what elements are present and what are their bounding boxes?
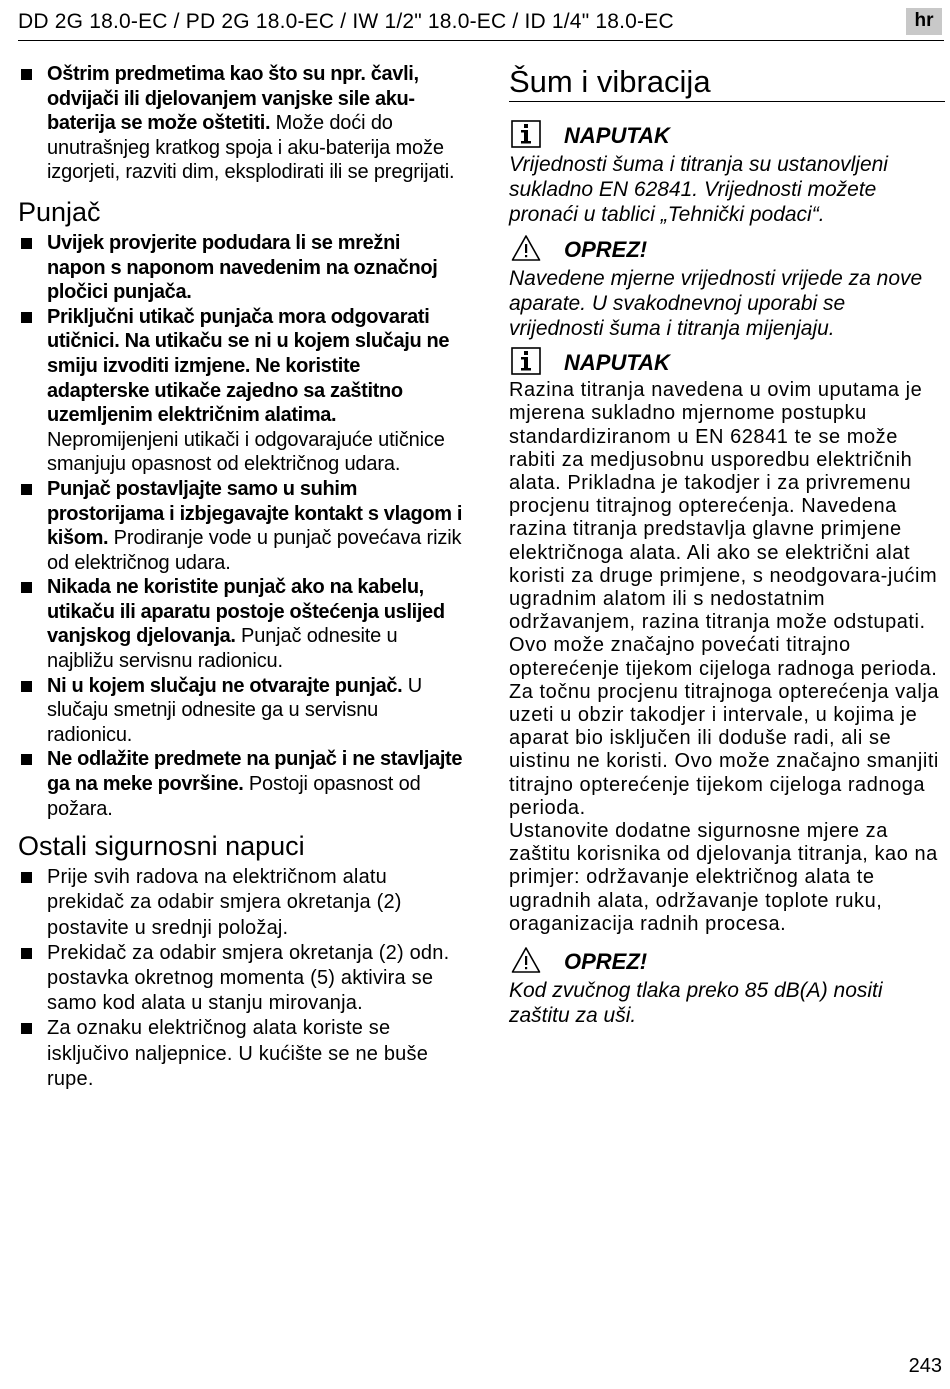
item-text: U slučaju smetnji odnesite ga u servisnu radionicu. xyxy=(47,674,423,746)
warning-triangle-icon xyxy=(511,234,541,262)
item-bold-text: Nikada ne koristite punjač ako na kabelu, utikaču ili aparatu postoje oštećenja uslijed vanjskog djelovanja. xyxy=(47,576,445,648)
note-label: NAPUTAK xyxy=(564,123,670,148)
list-item xyxy=(18,477,463,575)
list-item xyxy=(18,674,463,748)
square-bullet-icon xyxy=(21,582,32,593)
item-bold-text: Punjač postavljajte samo u suhim prostorijama i izbjegavajte kontakt s vlagom i kišom. xyxy=(47,477,463,550)
note-header xyxy=(509,120,945,152)
caution-text: Navedene mjerne vrijednosti vrijede za nove aparate. U svakodnevnoj uporabi se vrijednosti šuma i titranja mijenjaju. xyxy=(509,266,923,341)
square-bullet-icon xyxy=(21,754,32,765)
square-bullet-icon xyxy=(21,681,32,692)
item-text: Punjač odnesite u najbližu servisnu radionicu. xyxy=(47,625,398,673)
right-column xyxy=(509,62,945,1037)
section-heading-other-safety: Ostali sigurnosni napuci xyxy=(18,831,305,862)
caution-text: Kod zvučnog tlaka preko 85 dB(A) nositi zaštitu za uši. xyxy=(509,979,883,1028)
square-bullet-icon xyxy=(21,872,32,883)
caution-header xyxy=(509,946,945,978)
item-text: Postoji opasnost od požara. xyxy=(47,773,421,820)
info-icon xyxy=(511,347,541,375)
note-paragraph: Ustanovite dodatne sigurnosne mjere za zaštitu korisnika od djelovanja titranja, kao na primjer: održavanje električnog alata te ugradnih alata, održavanje toplote ruku, oraganizacija radnih procesa. xyxy=(509,820,938,935)
item-text: Prodiranje vode u punjač povećava rizik od električnog udara. xyxy=(47,527,462,574)
list-item xyxy=(18,1016,463,1092)
list-item xyxy=(18,747,463,821)
square-bullet-icon xyxy=(21,948,32,959)
page-header xyxy=(18,8,944,41)
list-item xyxy=(18,575,463,673)
section-heading-charger: Punjač xyxy=(18,196,101,227)
square-bullet-icon xyxy=(21,238,32,249)
square-bullet-icon xyxy=(21,484,32,495)
document-title: DD 2G 18.0-EC / PD 2G 18.0-EC / IW 1/2" 18.0-EC / ID 1/4" 18.0-EC xyxy=(18,10,674,33)
item-text: Može doći do unutrašnjeg kratkog spoja i aku-baterija može izgorjeti, razviti dim, eksplodirati ili se pregrijati. xyxy=(47,112,455,184)
item-bold-text: Uvijek provjerite podudara li se mrežni napon s naponom navedenim na označnoj pločici punjača. xyxy=(47,231,438,304)
note-paragraph: Za točnu procjenu titrajnoga opterećenja valja uzeti u obzir takodjer i intervale, u kojima je aparat bio isključen ili doduše radi, ali se uistinu ne koristi. Ovo može značajno smanjiti titrajno opterećenje tijekom cijeloga radnoga perioda. xyxy=(509,680,939,819)
language-badge: hr xyxy=(906,8,942,35)
square-bullet-icon xyxy=(21,312,32,323)
caution-label: OPREZ! xyxy=(564,949,648,975)
left-column xyxy=(18,62,463,1092)
item-text: Nepromijenjeni utikači i odgovarajuće utičnice smanjuju opasnost od električnog udara. xyxy=(47,428,445,476)
note-label: NAPUTAK xyxy=(564,350,670,376)
item-text: Za oznaku električnog alata koriste se isključivo naljepnice. U kućište se ne buše rupe. xyxy=(47,1017,429,1090)
item-bold-text: Ni u kojem slučaju ne otvarajte punjač. xyxy=(47,674,403,697)
square-bullet-icon xyxy=(21,69,32,80)
section-heading-noise-vibration: Šum i vibracija xyxy=(509,64,945,102)
list-item xyxy=(18,941,463,1017)
caution-label: OPREZ! xyxy=(564,236,648,262)
note-text: Vrijednosti šuma i titranja su ustanovljeni sukladno EN 62841. Vrijednosti možete pronaći u tablici „Tehnički podaci“. xyxy=(509,153,888,227)
list-item xyxy=(18,231,463,305)
info-icon xyxy=(511,120,541,148)
list-item xyxy=(18,62,463,185)
square-bullet-icon xyxy=(21,1023,32,1034)
item-text: Prekidač za odabir smjera okretanja (2) odn. postavka okretnog momenta (5) aktivira se samo kod alata u stanju mirovanja. xyxy=(47,941,450,1015)
note-paragraph: Razina titranja navedena u ovim uputama je mjerena sukladno mjernome postupku standardiziranom u EN 62841 te se može rabiti za medjusobnu usporedbu električnih alata. Prikladna je takodjer i za privremenu procjenu titrajnog opterećenja. Navedena razina titranja predstavlja glavne primjene električnoga alata. Ali ako se električni alat koristi za druge primjene, s neodgovara-jućim ugradnim alatom ili s nedostatnim održavanjem, razina titranja može odstupati. Ovo može značajno povećati titrajno opterećenje tijekom cijeloga radnoga perioda. xyxy=(509,379,938,680)
caution-header xyxy=(509,234,945,266)
note-header xyxy=(509,347,945,379)
item-bold-text: Ne odlažite predmete na punjač i ne stavljajte ga na meke površine. xyxy=(47,748,463,796)
list-item xyxy=(18,305,463,477)
list-item xyxy=(18,865,463,941)
warning-triangle-icon xyxy=(511,946,541,974)
item-bold-text: Priključni utikač punjača mora odgovarati utičnici. Na utikaču se ni u kojem slučaju ne smiju izvoditi izmjene. Ne koristite adapterske utikače zajedno sa zaštitno uzemljenim električnim alatima. xyxy=(47,305,450,427)
page-number: 243 xyxy=(908,1355,942,1377)
item-bold-text: Oštrim predmetima kao što su npr. čavli, odvijači ili djelovanjem vanjske sile aku-baterija se može oštetiti. xyxy=(47,63,419,135)
item-text: Prije svih radova na električnom alatu prekidač za odabir smjera okretanja (2) postavite u srednji položaj. xyxy=(47,866,402,939)
note-body xyxy=(509,379,945,936)
